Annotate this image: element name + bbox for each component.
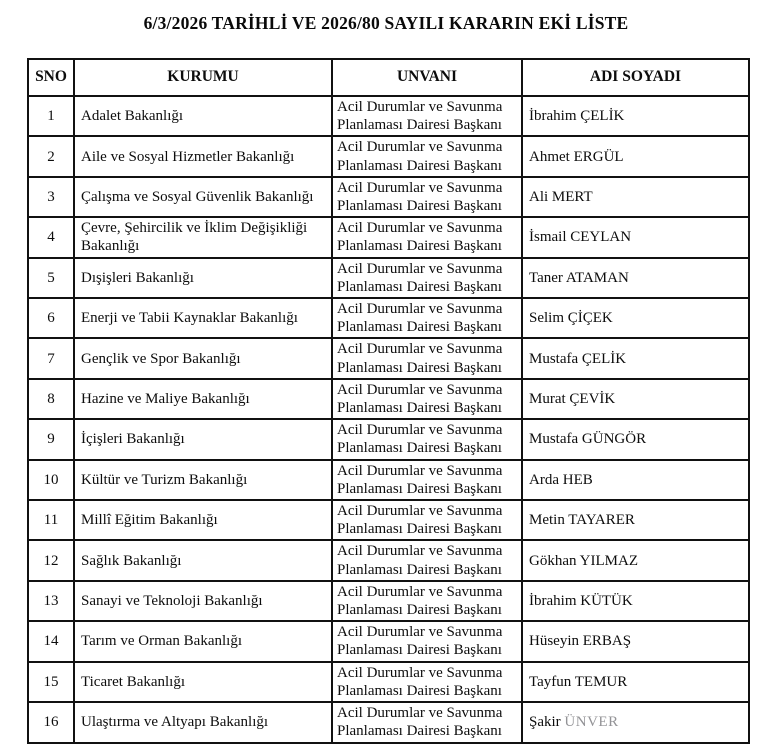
- table-row: [28, 460, 749, 500]
- unvani-cell: Acil Durumlar ve Savunma Planlaması Dairesi Başkanı: [332, 419, 522, 459]
- column-header-adi-soyadi: ADI SOYADI: [522, 59, 749, 96]
- table-row: [28, 217, 749, 257]
- sno-cell: 1: [28, 96, 74, 136]
- unvani-cell: Acil Durumlar ve Savunma Planlaması Dairesi Başkanı: [332, 258, 522, 298]
- kurumu-cell: Çalışma ve Sosyal Güvenlik Bakanlığı: [74, 177, 332, 217]
- kurumu-cell: Çevre, Şehircilik ve İklim Değişikliği Bakanlığı: [74, 217, 332, 257]
- unvani-cell: Acil Durumlar ve Savunma Planlaması Dairesi Başkanı: [332, 338, 522, 378]
- header-row: [28, 59, 749, 96]
- table-row: [28, 298, 749, 338]
- unvani-cell: Acil Durumlar ve Savunma Planlaması Dairesi Başkanı: [332, 379, 522, 419]
- table-header: [28, 59, 749, 96]
- name-cell: Metin TAYARER: [522, 500, 749, 540]
- unvani-cell: Acil Durumlar ve Savunma Planlaması Dairesi Başkanı: [332, 702, 522, 742]
- kurumu-cell: İçişleri Bakanlığı: [74, 419, 332, 459]
- kurumu-cell: Adalet Bakanlığı: [74, 96, 332, 136]
- unvani-cell: Acil Durumlar ve Savunma Planlaması Dairesi Başkanı: [332, 540, 522, 580]
- kurumu-cell: Millî Eğitim Bakanlığı: [74, 500, 332, 540]
- unvani-cell: Acil Durumlar ve Savunma Planlaması Dairesi Başkanı: [332, 177, 522, 217]
- kurumu-cell: Hazine ve Maliye Bakanlığı: [74, 379, 332, 419]
- name-cell: Mustafa GÜNGÖR: [522, 419, 749, 459]
- name-cell: Tayfun TEMUR: [522, 662, 749, 702]
- kurumu-cell: Dışişleri Bakanlığı: [74, 258, 332, 298]
- name-cell: İbrahim ÇELİK: [522, 96, 749, 136]
- unvani-cell: Acil Durumlar ve Savunma Planlaması Dairesi Başkanı: [332, 500, 522, 540]
- sno-cell: 3: [28, 177, 74, 217]
- sno-cell: 2: [28, 136, 74, 176]
- table-row: [28, 419, 749, 459]
- page-title: 6/3/2026 TARİHLİ VE 2026/80 SAYILI KARARIN EKİ LİSTE: [143, 13, 629, 33]
- kurumu-cell: Sağlık Bakanlığı: [74, 540, 332, 580]
- column-header-sno: SNO: [28, 59, 74, 96]
- column-header-kurumu: KURUMU: [74, 59, 332, 96]
- sno-cell: 4: [28, 217, 74, 257]
- unvani-cell: Acil Durumlar ve Savunma Planlaması Dairesi Başkanı: [332, 136, 522, 176]
- name-cell: [522, 702, 749, 742]
- kurumu-cell: Enerji ve Tabii Kaynaklar Bakanlığı: [74, 298, 332, 338]
- table-row: [28, 702, 749, 742]
- kurumu-cell: Aile ve Sosyal Hizmetler Bakanlığı: [74, 136, 332, 176]
- sno-cell: 7: [28, 338, 74, 378]
- kurumu-cell: Sanayi ve Teknoloji Bakanlığı: [74, 581, 332, 621]
- table-row: [28, 621, 749, 661]
- name-cell: Ahmet ERGÜL: [522, 136, 749, 176]
- sno-cell: 15: [28, 662, 74, 702]
- sno-cell: 14: [28, 621, 74, 661]
- sno-cell: 9: [28, 419, 74, 459]
- kurumu-cell: Tarım ve Orman Bakanlığı: [74, 621, 332, 661]
- annex-list-table: [27, 58, 750, 744]
- unvani-cell: Acil Durumlar ve Savunma Planlaması Dairesi Başkanı: [332, 217, 522, 257]
- kurumu-cell: Gençlik ve Spor Bakanlığı: [74, 338, 332, 378]
- table-row: [28, 581, 749, 621]
- name-cell: İbrahim KÜTÜK: [522, 581, 749, 621]
- table-row: [28, 96, 749, 136]
- unvani-cell: Acil Durumlar ve Savunma Planlaması Dairesi Başkanı: [332, 581, 522, 621]
- name-cell: İsmail CEYLAN: [522, 217, 749, 257]
- table-row: [28, 540, 749, 580]
- name-cell: Arda HEB: [522, 460, 749, 500]
- unvani-cell: Acil Durumlar ve Savunma Planlaması Dairesi Başkanı: [332, 298, 522, 338]
- sno-cell: 16: [28, 702, 74, 742]
- sno-cell: 13: [28, 581, 74, 621]
- kurumu-cell: Ticaret Bakanlığı: [74, 662, 332, 702]
- sno-cell: 10: [28, 460, 74, 500]
- sno-cell: 8: [28, 379, 74, 419]
- table-body: [28, 96, 749, 743]
- table-row: [28, 258, 749, 298]
- name-cell: Ali MERT: [522, 177, 749, 217]
- unvani-cell: Acil Durumlar ve Savunma Planlaması Dairesi Başkanı: [332, 662, 522, 702]
- unvani-cell: Acil Durumlar ve Savunma Planlaması Dairesi Başkanı: [332, 460, 522, 500]
- name-cell: Murat ÇEVİK: [522, 379, 749, 419]
- name-cell: Selim ÇİÇEK: [522, 298, 749, 338]
- table-row: [28, 136, 749, 176]
- table-row: [28, 338, 749, 378]
- unvani-cell: Acil Durumlar ve Savunma Planlaması Dairesi Başkanı: [332, 621, 522, 661]
- column-header-unvani: UNVANI: [332, 59, 522, 96]
- name-cell: Taner ATAMAN: [522, 258, 749, 298]
- name-first: Şakir: [529, 714, 565, 731]
- sno-cell: 6: [28, 298, 74, 338]
- kurumu-cell: Kültür ve Turizm Bakanlığı: [74, 460, 332, 500]
- name-cell: Mustafa ÇELİK: [522, 338, 749, 378]
- table-row: [28, 177, 749, 217]
- table-row: [28, 379, 749, 419]
- sno-cell: 12: [28, 540, 74, 580]
- unvani-cell: Acil Durumlar ve Savunma Planlaması Dairesi Başkanı: [332, 96, 522, 136]
- sno-cell: 11: [28, 500, 74, 540]
- name-surname-faded: ÜNVER: [564, 714, 619, 731]
- name-cell: Gökhan YILMAZ: [522, 540, 749, 580]
- kurumu-cell: Ulaştırma ve Altyapı Bakanlığı: [74, 702, 332, 742]
- table-row: [28, 662, 749, 702]
- name-cell: Hüseyin ERBAŞ: [522, 621, 749, 661]
- table-row: [28, 500, 749, 540]
- sno-cell: 5: [28, 258, 74, 298]
